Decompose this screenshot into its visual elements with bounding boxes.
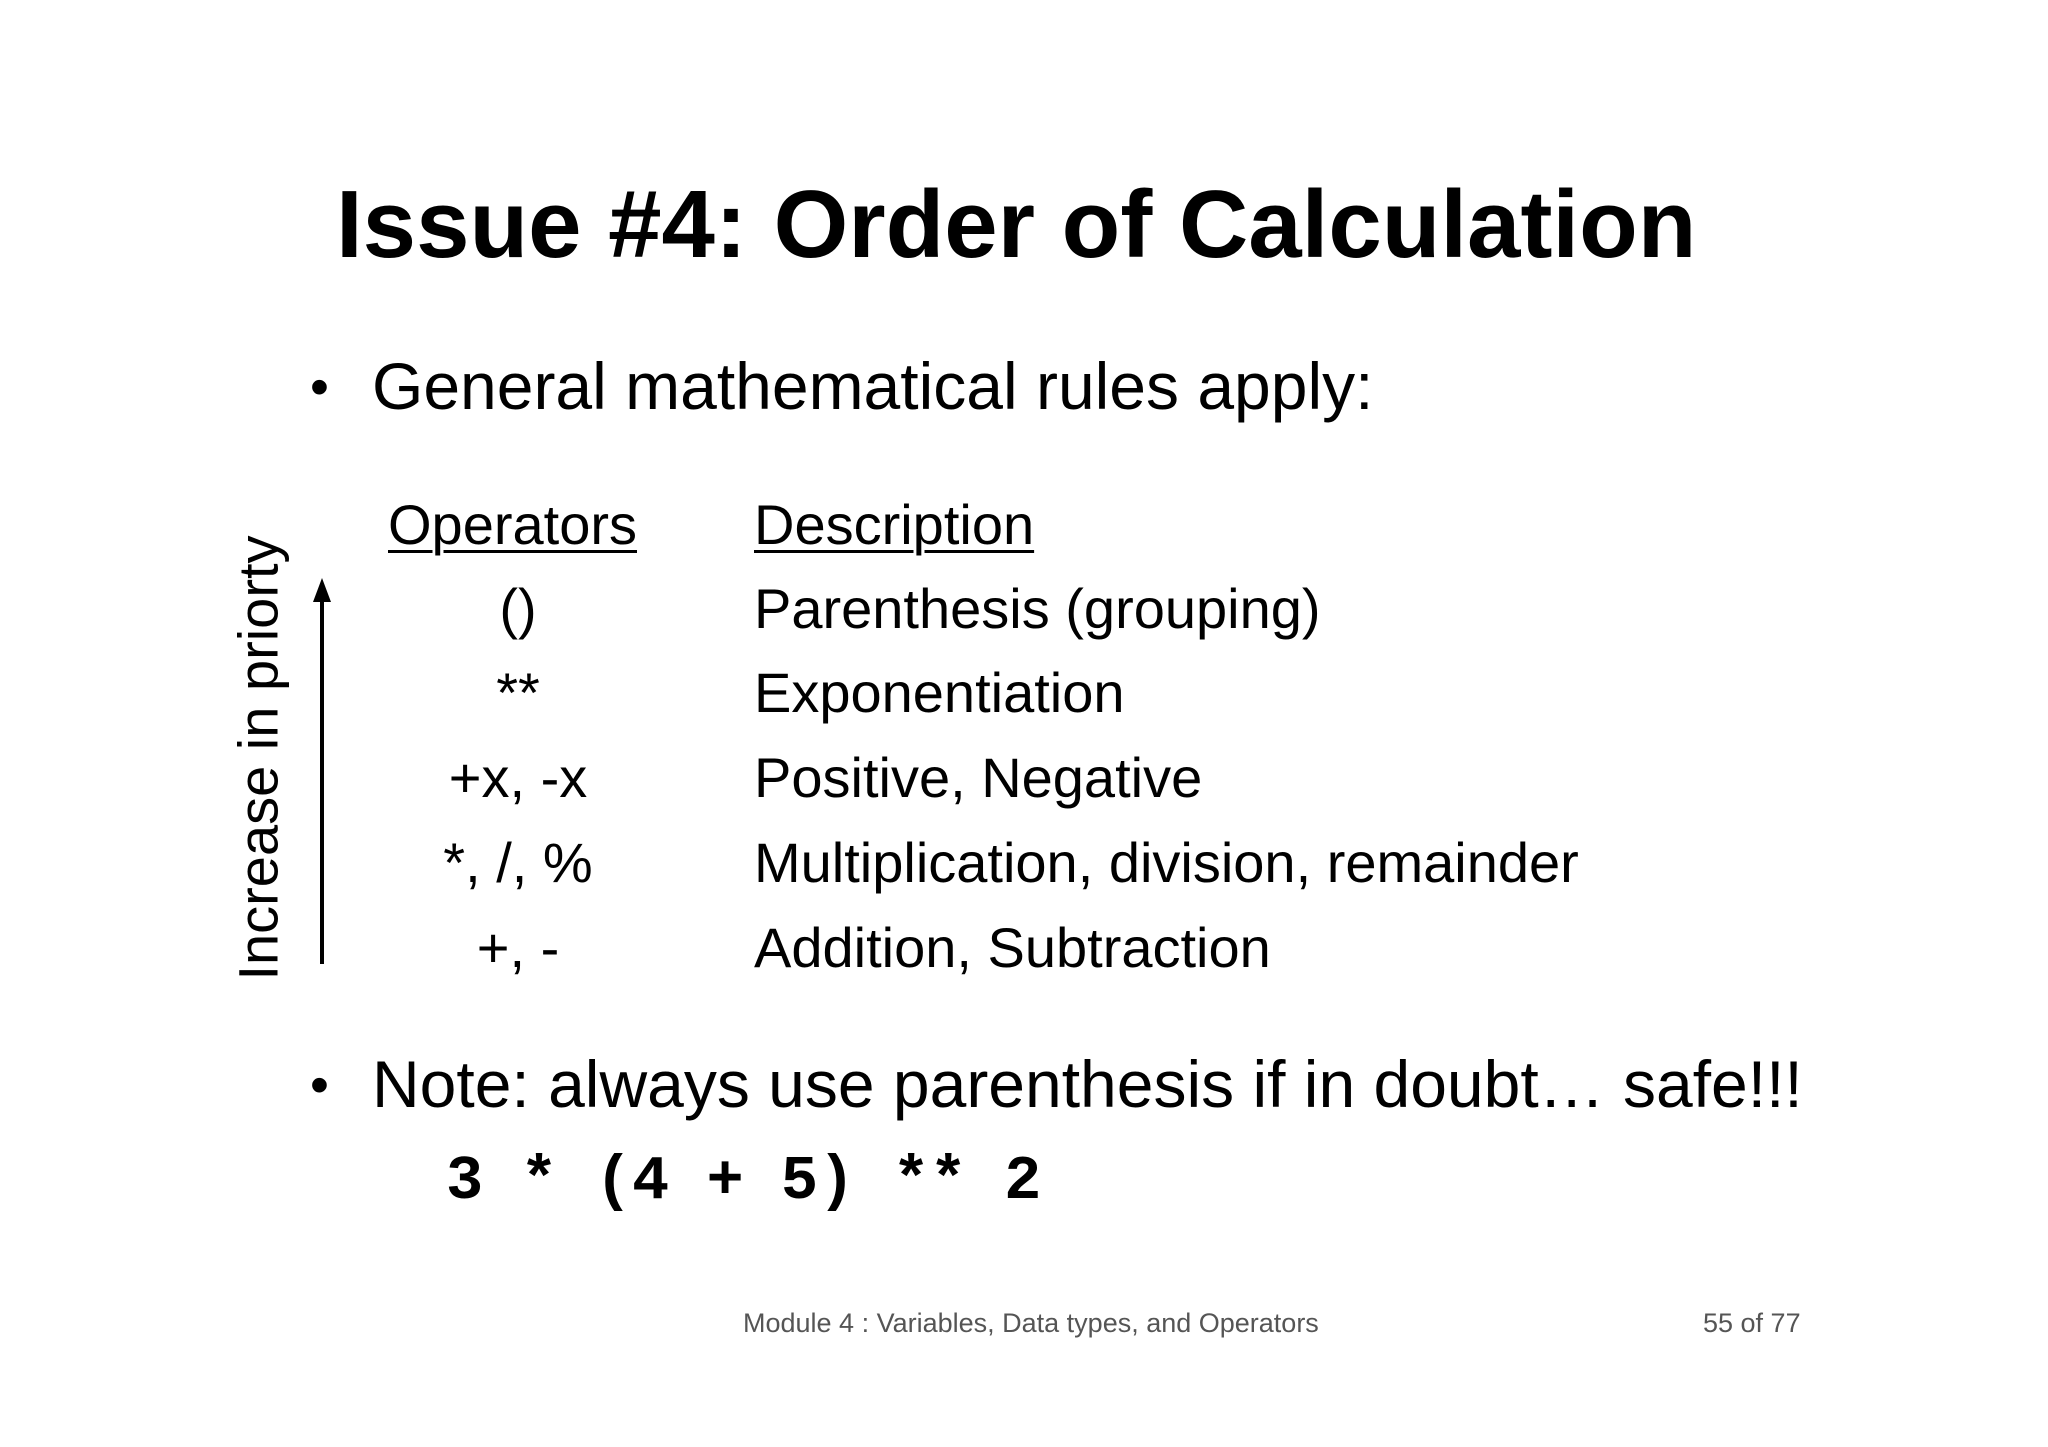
description-cell: Exponentiation xyxy=(754,661,1125,724)
footer-page-number: 55 of 77 xyxy=(1703,1308,1801,1338)
bullet-note xyxy=(310,1046,1803,1122)
bullet-general-rules xyxy=(310,348,1373,424)
priority-label-text: Increase in priorty xyxy=(226,535,290,981)
table-row xyxy=(0,660,2048,730)
operator-cell: () xyxy=(499,577,537,640)
operator-cell: ** xyxy=(496,661,540,724)
table-row xyxy=(0,915,2048,985)
operator-cell: +x, -x xyxy=(448,746,588,809)
bullet-text: General mathematical rules apply: xyxy=(372,349,1374,423)
table-row xyxy=(0,745,2048,815)
description-cell: Addition, Subtraction xyxy=(754,916,1271,979)
slide-title: Issue #4: Order of Calculation xyxy=(336,171,1697,278)
description-cell: Parenthesis (grouping) xyxy=(754,577,1321,640)
column-header-description: Description xyxy=(754,493,1035,556)
bullet-icon: • xyxy=(310,1055,329,1115)
operator-cell: *, /, % xyxy=(443,831,593,894)
table-row xyxy=(0,830,2048,900)
column-header-operators: Operators xyxy=(388,493,637,556)
bullet-icon: • xyxy=(310,357,329,417)
table-row xyxy=(0,576,2048,646)
description-cell: Multiplication, division, remainder xyxy=(754,831,1579,894)
operator-cell: +, - xyxy=(476,916,560,979)
description-cell: Positive, Negative xyxy=(754,746,1203,809)
code-example: 3 * (4 + 5) ** 2 xyxy=(446,1146,1042,1217)
bullet-text: Note: always use parenthesis if in doubt… safe!!! xyxy=(372,1047,1803,1121)
footer-module-title: Module 4 : Variables, Data types, and Operators xyxy=(743,1308,1319,1338)
